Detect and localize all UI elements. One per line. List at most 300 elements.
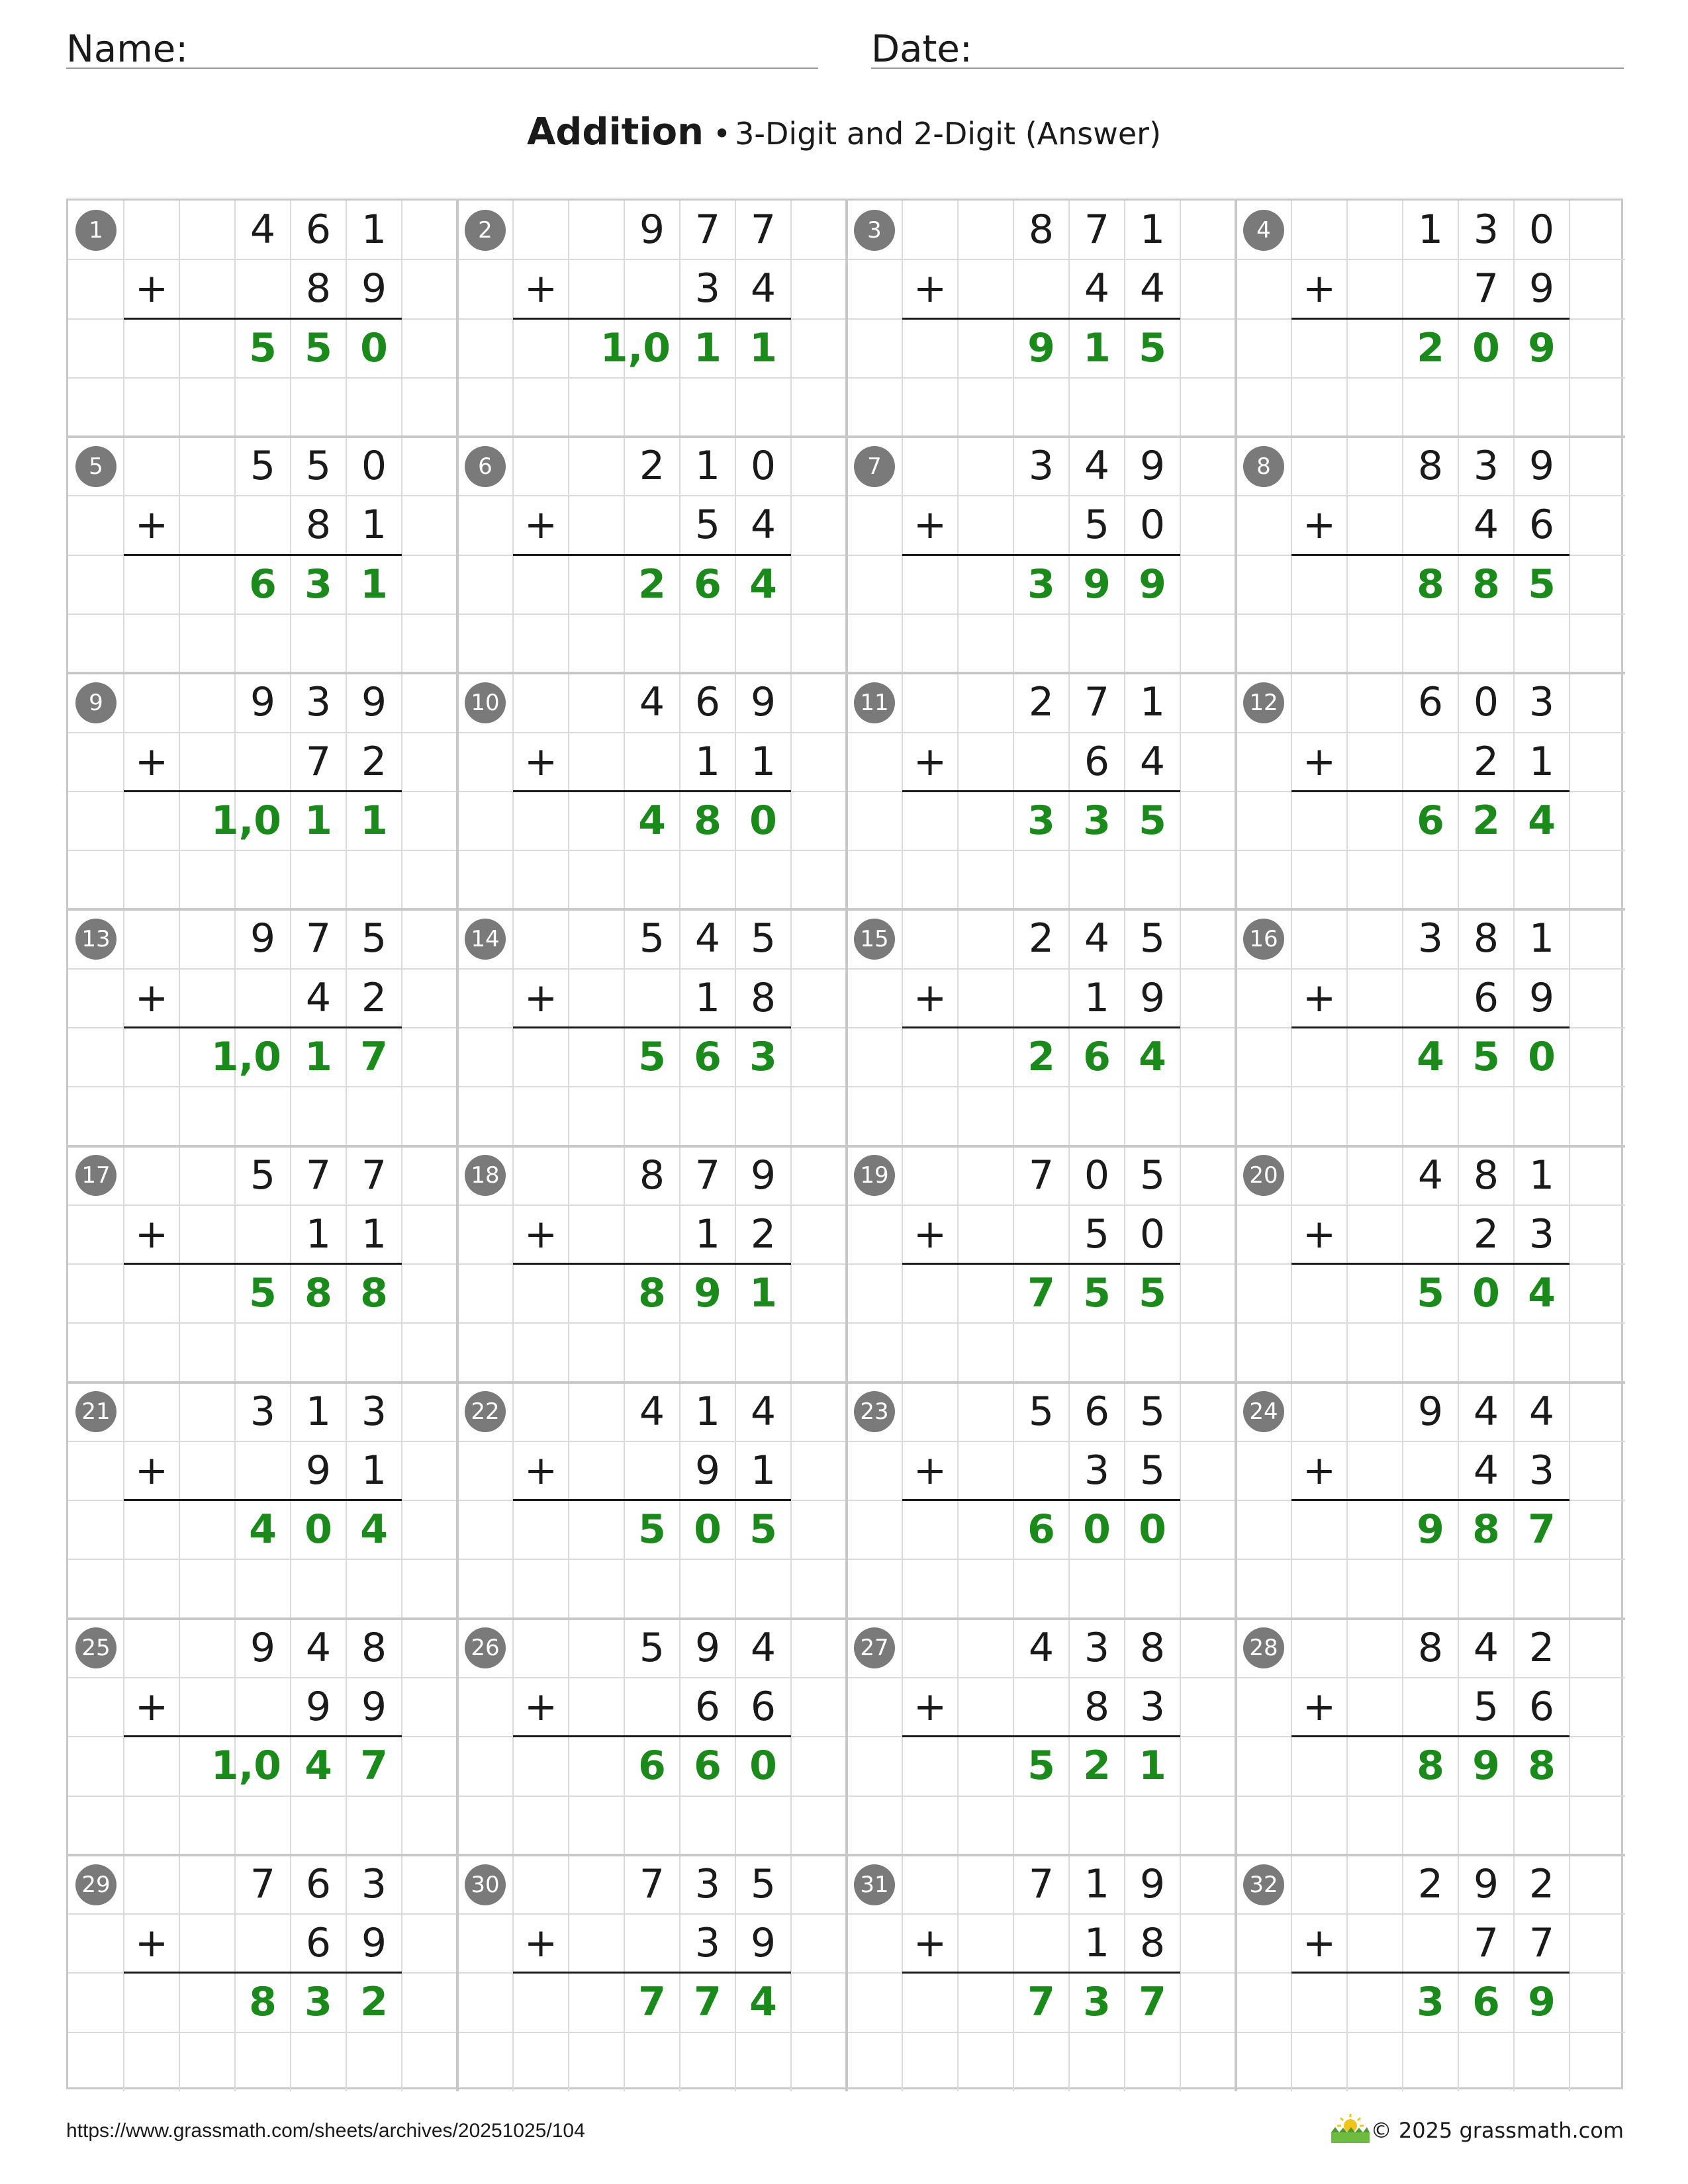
answer-digit: 4 — [305, 1743, 332, 1790]
addend-top-digit: 7 — [1084, 206, 1110, 253]
answer-digit: 6 — [249, 561, 277, 608]
plus-sign: + — [1302, 974, 1336, 1021]
addend-bottom-digit: 6 — [1084, 738, 1110, 785]
answer-digit: 1,0 — [211, 1743, 281, 1790]
addend-top-digit: 5 — [305, 443, 332, 490]
addend-top-digit: 5 — [750, 915, 776, 962]
answer-digit: 0 — [749, 1743, 777, 1790]
addend-bottom-digit: 4 — [1139, 738, 1166, 785]
addend-bottom-digit: 2 — [1473, 738, 1499, 785]
addend-bottom-digit: 1 — [361, 1210, 387, 1257]
addend-top-digit: 4 — [1084, 915, 1110, 962]
problem-21 — [68, 1383, 457, 1619]
plus-sign: + — [524, 1920, 558, 1967]
addend-top-digit: 7 — [361, 1152, 387, 1199]
answer — [457, 1500, 847, 1559]
addend-top-digit: 8 — [1473, 915, 1499, 962]
answer — [1236, 1737, 1625, 1796]
answer-digit: 2 — [360, 1979, 388, 2026]
answer — [457, 319, 847, 378]
problem-11 — [847, 673, 1236, 909]
answer-digit: 8 — [249, 1979, 277, 2026]
answer-digit: 0 — [360, 324, 388, 371]
problem-15 — [847, 909, 1236, 1146]
answer-digit: 2 — [1027, 1033, 1055, 1080]
problem-4 — [1236, 201, 1625, 437]
problem-number-badge: 15 — [854, 919, 895, 960]
addend-bottom-digit: 5 — [1139, 1447, 1166, 1494]
answer — [457, 1028, 847, 1087]
answer — [457, 1973, 847, 2032]
problem-number-badge: 14 — [465, 919, 506, 960]
answer-digit: 0 — [1472, 324, 1500, 371]
answer-digit: 7 — [1027, 1979, 1055, 2026]
plus-sign: + — [524, 1210, 558, 1257]
answer-digit: 6 — [694, 1033, 722, 1080]
addend-top-digit: 5 — [1139, 1388, 1166, 1435]
answer-digit: 9 — [1139, 561, 1166, 608]
problem-number-badge: 1 — [75, 210, 117, 251]
title-separator: • — [712, 116, 731, 152]
answer — [457, 792, 847, 850]
problem-number-badge: 19 — [854, 1155, 895, 1196]
addend-top-digit: 6 — [1417, 679, 1444, 726]
answer — [847, 1737, 1236, 1796]
answer-digit: 6 — [694, 1743, 722, 1790]
problem-number-badge: 20 — [1243, 1155, 1284, 1196]
answer-digit: 0 — [305, 1506, 332, 1553]
answer-digit: 6 — [1417, 797, 1444, 844]
addend-bottom-digit: 7 — [1473, 1920, 1499, 1967]
addend-bottom-digit: 8 — [750, 974, 776, 1021]
answer-digit: 2 — [638, 561, 666, 608]
problem-29 — [68, 1855, 457, 2091]
addend-bottom-digit: 9 — [305, 1684, 332, 1731]
addend-top-digit: 4 — [1473, 1624, 1499, 1671]
addend-bottom-digit: 2 — [750, 1210, 776, 1257]
plus-sign: + — [134, 265, 169, 312]
addend-bottom-digit: 3 — [1528, 1447, 1555, 1494]
addend-top-digit: 1 — [361, 206, 387, 253]
addend-bottom-digit: 3 — [1528, 1210, 1555, 1257]
addend-top-digit: 5 — [639, 915, 665, 962]
problem-23 — [847, 1383, 1236, 1619]
answer-digit: 1 — [305, 797, 332, 844]
problem-26 — [457, 1619, 847, 1855]
answer-digit: 7 — [1139, 1979, 1166, 2026]
addend-bottom-digit: 5 — [1084, 502, 1110, 549]
addend-top-digit: 7 — [1028, 1860, 1055, 1907]
answer-digit: 3 — [305, 561, 332, 608]
addend-top-digit: 9 — [1139, 443, 1166, 490]
plus-sign: + — [1302, 502, 1336, 549]
addend-top-digit: 7 — [1084, 679, 1110, 726]
addend-bottom-digit: 6 — [1473, 974, 1499, 1021]
problem-number-badge: 21 — [75, 1391, 117, 1432]
addend-top-digit: 5 — [1028, 1388, 1055, 1435]
plus-sign: + — [913, 1920, 947, 1967]
addend-top-digit: 6 — [305, 206, 332, 253]
problem-28 — [1236, 1619, 1625, 1855]
problem-number-badge: 27 — [854, 1627, 895, 1668]
plus-sign: + — [134, 1684, 169, 1731]
answer-digit: 8 — [360, 1270, 388, 1317]
problem-2 — [457, 201, 847, 437]
answer-digit: 6 — [694, 561, 722, 608]
problem-1 — [68, 201, 457, 437]
addend-top-digit: 9 — [250, 915, 276, 962]
answer-digit: 9 — [694, 1270, 722, 1317]
answer — [847, 1973, 1236, 2032]
problem-number-badge: 25 — [75, 1627, 117, 1668]
addend-bottom-digit: 4 — [1473, 502, 1499, 549]
problem-9 — [68, 673, 457, 909]
answer-digit: 0 — [1139, 1506, 1166, 1553]
answer-digit: 9 — [1528, 1979, 1556, 2026]
plus-sign: + — [134, 738, 169, 785]
plus-sign: + — [1302, 1447, 1336, 1494]
answer-digit: 1 — [1139, 1743, 1166, 1790]
answer-digit: 8 — [638, 1270, 666, 1317]
problem-number-badge: 6 — [465, 446, 506, 487]
addend-top-digit: 8 — [1139, 1624, 1166, 1671]
answer — [457, 555, 847, 614]
answer-digit: 3 — [1027, 561, 1055, 608]
answer-digit: 3 — [1417, 1979, 1444, 2026]
answer-digit: 5 — [1139, 797, 1166, 844]
answer-digit: 5 — [305, 324, 332, 371]
addend-top-digit: 3 — [1417, 915, 1444, 962]
problem-27 — [847, 1619, 1236, 1855]
answer-digit: 5 — [1528, 561, 1556, 608]
addend-top-digit: 0 — [1528, 206, 1555, 253]
addend-top-digit: 9 — [250, 679, 276, 726]
addend-bottom-digit: 7 — [1473, 265, 1499, 312]
addend-top-digit: 4 — [1028, 1624, 1055, 1671]
addend-bottom-digit: 1 — [750, 738, 776, 785]
problem-25 — [68, 1619, 457, 1855]
problem-14 — [457, 909, 847, 1146]
addend-bottom-digit: 3 — [694, 265, 721, 312]
addend-top-digit: 1 — [694, 443, 721, 490]
addend-top-digit: 5 — [1139, 1152, 1166, 1199]
answer — [847, 792, 1236, 850]
addend-top-digit: 3 — [1473, 443, 1499, 490]
answer-digit: 2 — [1472, 797, 1500, 844]
answer — [1236, 792, 1625, 850]
answer-digit: 8 — [1472, 1506, 1500, 1553]
addend-bottom-digit: 1 — [694, 974, 721, 1021]
addend-bottom-digit: 6 — [694, 1684, 721, 1731]
addend-bottom-digit: 1 — [750, 1447, 776, 1494]
date-field[interactable] — [871, 26, 1624, 73]
problem-number-badge: 2 — [465, 210, 506, 251]
answer-digit: 2 — [1417, 324, 1444, 371]
answer-digit: 5 — [749, 1506, 777, 1553]
addend-bottom-digit: 0 — [1139, 1210, 1166, 1257]
addend-top-digit: 0 — [750, 443, 776, 490]
problem-number-badge: 16 — [1243, 919, 1284, 960]
problem-number-badge: 3 — [854, 210, 895, 251]
problem-5 — [68, 437, 457, 673]
problem-number-badge: 9 — [75, 682, 117, 723]
answer — [1236, 1500, 1625, 1559]
answer — [1236, 1973, 1625, 2032]
name-field[interactable] — [66, 26, 818, 73]
answer — [847, 319, 1236, 378]
addend-top-digit: 4 — [639, 679, 665, 726]
addend-bottom-digit: 3 — [1084, 1447, 1110, 1494]
answer — [68, 1264, 457, 1323]
problem-number-badge: 12 — [1243, 682, 1284, 723]
answer-digit: 4 — [1528, 1270, 1556, 1317]
problem-number-badge: 29 — [75, 1864, 117, 1905]
addend-top-digit: 2 — [1528, 1624, 1555, 1671]
plus-sign: + — [913, 1447, 947, 1494]
answer-digit: 1 — [694, 324, 722, 371]
addend-top-digit: 2 — [1028, 679, 1055, 726]
addend-top-digit: 8 — [1417, 443, 1444, 490]
problem-number-badge: 24 — [1243, 1391, 1284, 1432]
problem-number-badge: 17 — [75, 1155, 117, 1196]
answer-digit: 6 — [1027, 1506, 1055, 1553]
problem-3 — [847, 201, 1236, 437]
answer-digit: 4 — [749, 1979, 777, 2026]
addend-top-digit: 9 — [750, 1152, 776, 1199]
answer-digit: 6 — [1472, 1979, 1500, 2026]
answer-digit: 7 — [638, 1979, 666, 2026]
addend-bottom-digit: 8 — [1084, 1684, 1110, 1731]
addend-top-digit: 1 — [694, 1388, 721, 1435]
problem-grid — [66, 199, 1623, 2089]
answer-digit: 0 — [1528, 1033, 1556, 1080]
addend-bottom-digit: 7 — [1528, 1920, 1555, 1967]
addend-top-digit: 4 — [1528, 1388, 1555, 1435]
answer — [68, 1973, 457, 2032]
addend-top-digit: 8 — [361, 1624, 387, 1671]
addend-bottom-digit: 3 — [694, 1920, 721, 1967]
answer-digit: 8 — [305, 1270, 332, 1317]
title-main: Addition — [526, 111, 704, 154]
answer-digit: 0 — [749, 797, 777, 844]
addend-top-digit: 7 — [750, 206, 776, 253]
addend-top-digit: 5 — [250, 443, 276, 490]
problem-12 — [1236, 673, 1625, 909]
answer-digit: 9 — [1528, 324, 1556, 371]
answer-digit: 1 — [305, 1033, 332, 1080]
addend-top-digit: 8 — [639, 1152, 665, 1199]
answer — [457, 1737, 847, 1796]
answer-digit: 5 — [1417, 1270, 1444, 1317]
addend-top-digit: 1 — [1139, 679, 1166, 726]
addend-top-digit: 4 — [1417, 1152, 1444, 1199]
addend-top-digit: 4 — [1473, 1388, 1499, 1435]
addend-top-digit: 7 — [694, 206, 721, 253]
addend-bottom-digit: 9 — [361, 265, 387, 312]
addend-bottom-digit: 5 — [1084, 1210, 1110, 1257]
answer — [1236, 1028, 1625, 1087]
addend-top-digit: 4 — [750, 1388, 776, 1435]
answer — [847, 555, 1236, 614]
plus-sign: + — [913, 502, 947, 549]
addend-bottom-digit: 8 — [1139, 1920, 1166, 1967]
addend-top-digit: 7 — [305, 915, 332, 962]
addend-top-digit: 3 — [250, 1388, 276, 1435]
addend-top-digit: 8 — [1028, 206, 1055, 253]
answer-digit: 1,0 — [211, 1033, 281, 1080]
problem-24 — [1236, 1383, 1625, 1619]
addend-top-digit: 8 — [1473, 1152, 1499, 1199]
answer-digit: 0 — [694, 1506, 722, 1553]
plus-sign: + — [134, 1447, 169, 1494]
answer — [847, 1264, 1236, 1323]
answer-digit: 7 — [360, 1033, 388, 1080]
answer-digit: 7 — [1027, 1270, 1055, 1317]
addend-top-digit: 1 — [305, 1388, 332, 1435]
answer-digit: 8 — [694, 797, 722, 844]
problem-number-badge: 22 — [465, 1391, 506, 1432]
addend-bottom-digit: 6 — [1528, 1684, 1555, 1731]
addend-top-digit: 3 — [305, 679, 332, 726]
plus-sign: + — [524, 1447, 558, 1494]
addend-bottom-digit: 1 — [361, 502, 387, 549]
addend-bottom-digit: 4 — [1473, 1447, 1499, 1494]
answer-digit: 4 — [1139, 1033, 1166, 1080]
addend-top-digit: 2 — [1417, 1860, 1444, 1907]
plus-sign: + — [1302, 265, 1336, 312]
answer-digit: 6 — [1083, 1033, 1111, 1080]
addend-top-digit: 9 — [361, 679, 387, 726]
grass-sun-logo-icon — [1327, 2111, 1374, 2146]
answer-digit: 8 — [1472, 561, 1500, 608]
addend-bottom-digit: 5 — [694, 502, 721, 549]
answer-digit: 8 — [1417, 1743, 1444, 1790]
problem-8 — [1236, 437, 1625, 673]
problem-13 — [68, 909, 457, 1146]
addend-top-digit: 3 — [694, 1860, 721, 1907]
addend-bottom-digit: 4 — [1084, 265, 1110, 312]
addend-top-digit: 0 — [361, 443, 387, 490]
answer-digit: 4 — [1417, 1033, 1444, 1080]
answer-digit: 5 — [249, 1270, 277, 1317]
problem-number-badge: 5 — [75, 446, 117, 487]
answer — [68, 1737, 457, 1796]
problem-16 — [1236, 909, 1625, 1146]
plus-sign: + — [524, 265, 558, 312]
title-subtitle: 3-Digit and 2-Digit (Answer) — [735, 116, 1162, 152]
addend-bottom-digit: 0 — [1139, 502, 1166, 549]
plus-sign: + — [134, 974, 169, 1021]
answer-digit: 0 — [1472, 1270, 1500, 1317]
addend-bottom-digit: 9 — [750, 1920, 776, 1967]
addend-top-digit: 0 — [1473, 679, 1499, 726]
addend-bottom-digit: 2 — [361, 738, 387, 785]
addend-bottom-digit: 4 — [750, 265, 776, 312]
addend-top-digit: 5 — [361, 915, 387, 962]
answer-digit: 1 — [749, 324, 777, 371]
answer — [1236, 555, 1625, 614]
addend-bottom-digit: 9 — [305, 1447, 332, 1494]
answer — [68, 319, 457, 378]
answer-digit: 5 — [1139, 1270, 1166, 1317]
answer-digit: 9 — [1027, 324, 1055, 371]
plus-sign: + — [524, 502, 558, 549]
problem-number-badge: 7 — [854, 446, 895, 487]
answer-digit: 1,0 — [600, 324, 671, 371]
addend-top-digit: 9 — [694, 1624, 721, 1671]
name-label: Name: — [66, 28, 189, 71]
answer — [457, 1264, 847, 1323]
addend-bottom-digit: 9 — [361, 1920, 387, 1967]
addend-top-digit: 6 — [1084, 1388, 1110, 1435]
problem-number-badge: 8 — [1243, 446, 1284, 487]
addend-top-digit: 4 — [250, 206, 276, 253]
problem-number-badge: 13 — [75, 919, 117, 960]
addend-top-digit: 1 — [1528, 915, 1555, 962]
plus-sign: + — [1302, 1920, 1336, 1967]
addend-top-digit: 3 — [361, 1860, 387, 1907]
answer-digit: 5 — [1083, 1270, 1111, 1317]
addend-bottom-digit: 9 — [1139, 974, 1166, 1021]
answer-digit: 5 — [1139, 324, 1166, 371]
answer-digit: 3 — [749, 1033, 777, 1080]
plus-sign: + — [913, 974, 947, 1021]
addend-top-digit: 9 — [250, 1624, 276, 1671]
name-line — [66, 68, 818, 69]
answer-digit: 7 — [360, 1743, 388, 1790]
plus-sign: + — [524, 974, 558, 1021]
addend-top-digit: 4 — [750, 1624, 776, 1671]
plus-sign: + — [913, 738, 947, 785]
addend-top-digit: 3 — [1084, 1624, 1110, 1671]
answer — [847, 1500, 1236, 1559]
answer-digit: 1 — [749, 1270, 777, 1317]
footer-url[interactable]: https://www.grassmath.com/sheets/archives/20251025/104 — [66, 2120, 585, 2142]
answer-digit: 5 — [1472, 1033, 1500, 1080]
date-label: Date: — [871, 28, 972, 71]
addend-top-digit: 7 — [639, 1860, 665, 1907]
answer — [847, 1028, 1236, 1087]
problem-30 — [457, 1855, 847, 2091]
addend-bottom-digit: 2 — [361, 974, 387, 1021]
problem-number-badge: 23 — [854, 1391, 895, 1432]
addend-top-digit: 5 — [1139, 915, 1166, 962]
problem-number-badge: 32 — [1243, 1864, 1284, 1905]
plus-sign: + — [913, 265, 947, 312]
addend-top-digit: 8 — [1417, 1624, 1444, 1671]
answer-digit: 4 — [749, 561, 777, 608]
addend-top-digit: 7 — [694, 1152, 721, 1199]
addend-bottom-digit: 1 — [694, 1210, 721, 1257]
addend-top-digit: 0 — [1084, 1152, 1110, 1199]
answer-digit: 5 — [638, 1033, 666, 1080]
addend-top-digit: 6 — [694, 679, 721, 726]
addend-top-digit: 5 — [639, 1624, 665, 1671]
problem-number-badge: 26 — [465, 1627, 506, 1668]
addend-top-digit: 2 — [1528, 1860, 1555, 1907]
plus-sign: + — [1302, 1210, 1336, 1257]
plus-sign: + — [913, 1684, 947, 1731]
addend-bottom-digit: 4 — [750, 502, 776, 549]
problem-32 — [1236, 1855, 1625, 2091]
addend-bottom-digit: 6 — [750, 1684, 776, 1731]
footer-copyright: © 2025 grassmath.com — [1370, 2118, 1624, 2143]
answer-digit: 1,0 — [211, 797, 281, 844]
answer-digit: 4 — [360, 1506, 388, 1553]
addend-top-digit: 4 — [694, 915, 721, 962]
problem-7 — [847, 437, 1236, 673]
plus-sign: + — [134, 502, 169, 549]
